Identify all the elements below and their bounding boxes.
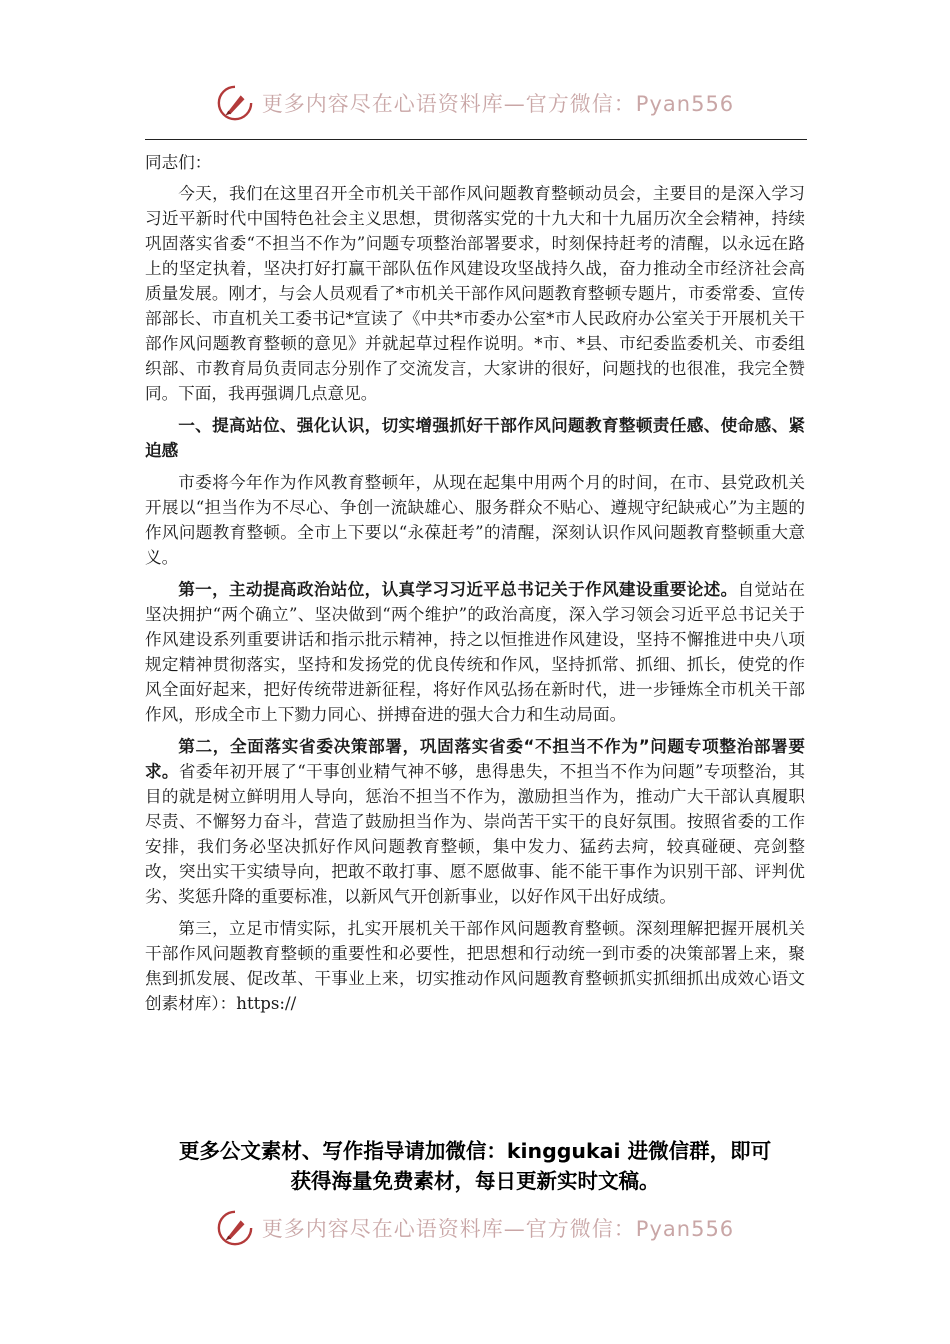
pen-nib-logo-icon (216, 84, 254, 122)
header-banner (0, 84, 950, 122)
intro-paragraph: 今天，我们在这里召开全市机关干部作风问题教育整顿动员会，主要目的是深入学习习近平新时代中国特色社会主义思想，贯彻落实党的十九大和十九届历次全会精神，持续巩固落实省委“不担当不作为”问题专项整治部署要求，时刻保持赶考的清醒，以永远在路上的坚定执着，坚决打好打赢干部队伍作风建设攻坚战持久战，奋力推动全市经济社会高质量发展。刚才，与会人员观看了*市机关干部作风问题教育整顿专题片，市委常委、宣传部部长、市直机关工委书记*宣读了《中共*市委办公室*市人民政府办公室关于开展机关干部作风问题教育整顿的意见》并就起草过程作说明。*市、*县、市纪委监委机关、市委组织部、市教育局负责同志分别作了交流发言，大家讲的很好，问题找的也很准，我完全赞同。下面，我再强调几点意见。 (145, 184, 805, 403)
document-body (145, 150, 805, 1023)
section-1-paragraph: 市委将今年作为作风教育整顿年，从现在起集中用两个月的时间，在市、县党政机关开展以“担当作为不尽心、争创一流缺雄心、服务群众不贴心、遵规守纪缺戒心”为主题的作风问题教育整顿。全市上下要以“永葆赶考”的清醒，深刻认识作风问题教育整顿重大意义。 (145, 473, 805, 567)
pen-nib-logo-icon (216, 1209, 254, 1247)
header-banner-text: 更多内容尽在心语资料库—官方微信：Pyan556 (261, 92, 735, 116)
point-1-paragraph (145, 577, 805, 727)
footer-banner (0, 1209, 950, 1247)
header-divider (145, 139, 807, 140)
point-1-body: 自觉站在坚决拥护“两个确立”、坚决做到“两个维护”的政治高度，深入学习领会习近平总书记关于作风建设系列重要讲话和指示批示精神，持之以恒推进作风建设，坚持不懈推进中央八项规定精神贯彻落实，坚持和发扬党的优良传统和作风，坚持抓常、抓细、抓长，使党的作风全面好起来，把好传统带进新征程，将好作风弘扬在新时代，进一步锤炼全市机关干部作风，形成全市上下勠力同心、拼搏奋进的强大合力和生动局面。 (145, 580, 806, 724)
point-3-paragraph: 第三，立足市情实际，扎实开展机关干部作风问题教育整顿。深刻理解把握开展机关干部作风问题教育整顿的重要性和必要性，把思想和行动统一到市委的决策部署上来，聚焦到抓发展、促改革、干事业上来，切实推动作风问题教育整顿抓实抓细抓出成效心语文创素材库）：https:// (145, 919, 805, 1013)
point-2-lead: 第二，全面落实省委决策部署，巩固落实省委“不担当不作为”问题专项整治部署要求。 (145, 737, 805, 781)
point-2-paragraph (145, 734, 805, 909)
point-2-body: 省委年初开展了“干事创业精气神不够，患得患失，不担当不作为问题”专项整治，其目的就是树立鲜明用人导向，惩治不担当不作为，激励担当作为，推动广大干部认真履职尽责、不懈努力奋斗，营造了鼓励担当作为、崇尚苦干实干的良好氛围。按照省委的工作安排，我们务必坚决抓好作风问题教育整顿，集中发力、猛药去疴，较真碰硬、亮剑整改，突出实干实绩导向，把敢不敢打事、愿不愿做事、能不能干事作为识别干部、评判优劣、奖惩升降的重要标准，以新风气开创新事业，以好作风干出好成绩。 (145, 762, 805, 906)
promo-block (130, 1136, 820, 1196)
point-1-lead: 第一，主动提高政治站位，认真学习习近平总书记关于作风建设重要论述。 (178, 580, 738, 599)
promo-line-2: 获得海量免费素材，每日更新实时文稿。 (290, 1169, 660, 1193)
salutation: 同志们： (145, 153, 212, 172)
promo-line-1: 更多公文素材、写作指导请加微信：kinggukai 进微信群，即可 (178, 1139, 772, 1163)
footer-banner-text: 更多内容尽在心语资料库—官方微信：Pyan556 (261, 1217, 735, 1241)
section-heading-1: 一、提高站位、强化认识，切实增强抓好干部作风问题教育整顿责任感、使命感、紧迫感 (145, 416, 805, 460)
